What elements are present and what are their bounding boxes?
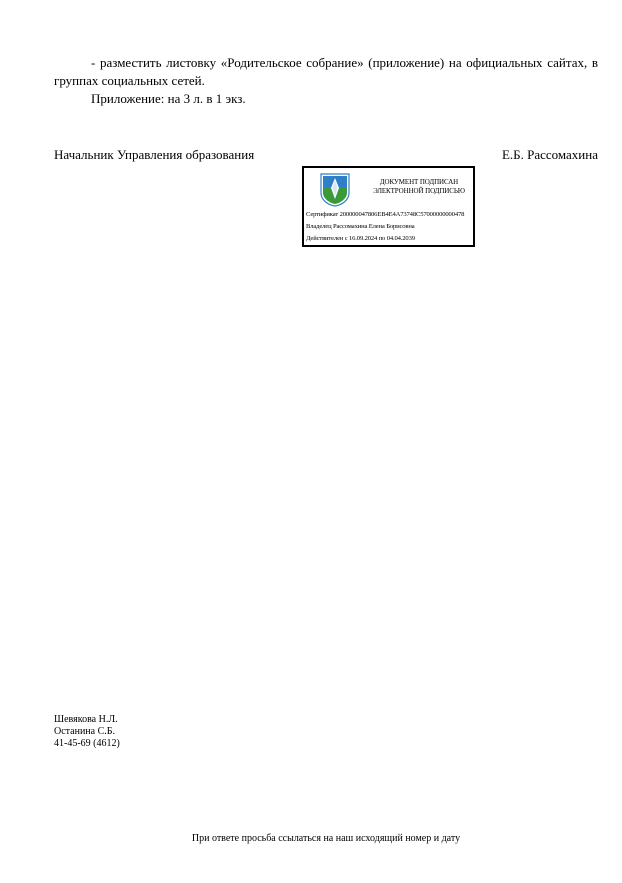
executor-name-1: Шевякова Н.Л. <box>54 714 118 725</box>
executor-block <box>54 714 120 750</box>
stamp-certificate: Сертификат 200000047806EB4E4A73748C57000000000478 <box>306 211 465 218</box>
body-paragraph-2: Приложение: на 3 л. в 1 экз. <box>91 91 246 106</box>
stamp-title-line-1: ДОКУМЕНТ ПОДПИСАН <box>379 178 459 186</box>
stamp-validity: Действителен с 16.09.2024 по 04.04.2039 <box>306 235 415 242</box>
footer-note: При ответе просьба ссылаться на наш исходящий номер и дату <box>191 833 461 844</box>
signatory-name: Е.Б. Рассомахина <box>501 147 598 162</box>
coat-of-arms-icon <box>320 173 350 207</box>
electronic-signature-stamp <box>302 166 475 247</box>
signature-row <box>54 146 598 164</box>
stamp-title-line-2: ЭЛЕКТРОННОЙ ПОДПИСЬЮ <box>373 187 465 195</box>
signatory-position: Начальник Управления образования <box>54 147 255 162</box>
executor-name-2: Останина С.Б. <box>54 726 115 737</box>
stamp-title <box>364 178 474 196</box>
stamp-owner: Владелец Рассомахина Елена Борисовна <box>306 223 415 230</box>
executor-phone: 41-45-69 (4612) <box>54 738 120 749</box>
body-paragraph-1: - разместить листовку «Родительское собрание» (приложение) на официальных сайтах, в группах социальных сетей. <box>54 55 598 88</box>
